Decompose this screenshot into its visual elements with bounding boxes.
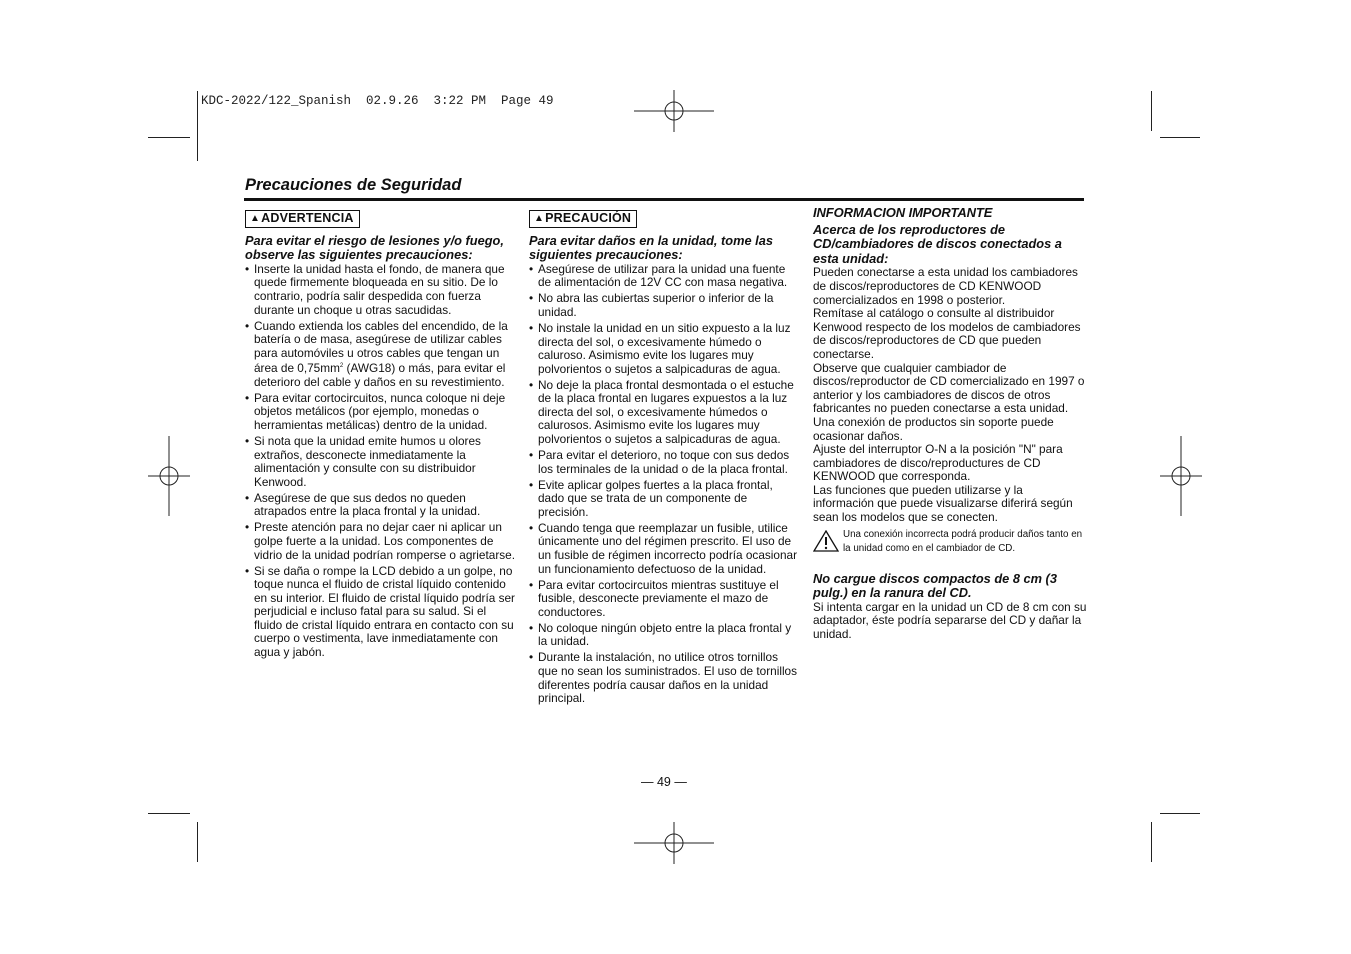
list-item: • No instale la unidad en un sitio expuesto a la luz directa del sol, o excesivamente húmedo o caluroso. Asimismo evite los lugares muy polvorientos o sujetos a salpicaduras de agua. xyxy=(529,322,799,376)
paragraph: Remítase al catálogo o consulte al distribuidor Kenwood respecto de los modelos de cambiadores de discos/reproductores de CD que pueden conectarse. xyxy=(813,306,1081,361)
paragraph: Las funciones que pueden utilizarse y la información que puede visualizarse diferirá según sean los modelos que se conecten. xyxy=(813,482,1073,525)
list-item: • No abra las cubiertas superior o inferior de la unidad. xyxy=(529,292,799,319)
note-text: Una conexión incorrecta podrá producir daños tanto en la unidad como en el cambiador de CD. xyxy=(843,528,1083,554)
info-column xyxy=(813,206,1087,642)
title-rule xyxy=(244,198,1084,201)
list-item: • Para evitar el deterioro, no toque con sus dedos los terminales de la unidad o de la placa frontal. xyxy=(529,449,799,476)
crop-mark xyxy=(1151,91,1152,131)
caution-list xyxy=(529,263,799,706)
crop-mark xyxy=(1160,137,1200,138)
list-item: • Evite aplicar golpes fuertes a la placa frontal, dado que se trata de un componente de precisión. xyxy=(529,479,799,520)
list-item: • Durante la instalación, no utilice otros tornillos que no sean los suministrados. El uso de tornillos diferentes podría causar daños en la unidad principal. xyxy=(529,651,799,705)
registration-mark-icon xyxy=(1160,436,1202,516)
page-title: Precauciones de Seguridad xyxy=(245,176,462,194)
caution-triangle-icon xyxy=(813,528,843,556)
list-item: • Para evitar cortocircuitos, nunca coloque ni deje objetos metálicos (por ejemplo, monedas o herramientas metálicas) dentro de la unidad. xyxy=(245,392,517,433)
caution-column xyxy=(529,206,799,708)
list-item: • No coloque ningún objeto entre la placa frontal y la unidad. xyxy=(529,622,799,649)
list-item-text: Cuando extienda los cables del encendido, de la batería o de masa, asegúrese de utilizar cables para automóviles u otros cables que tengan un área de 0,75mm xyxy=(254,318,508,376)
paragraph: Pueden conectarse a esta unidad los cambiadores de discos/reproductores de CD KENWOOD comercializados en 1998 o posterior. xyxy=(813,265,1078,307)
crop-mark xyxy=(148,137,190,138)
warning-column xyxy=(245,206,517,662)
crop-mark xyxy=(1160,813,1200,814)
list-item xyxy=(245,320,517,390)
registration-mark-icon xyxy=(634,822,714,864)
paragraph: Si intenta cargar en la unidad un CD de 8 cm con su adaptador, éste podría separarse del CD y dañar la unidad. xyxy=(813,599,1087,642)
warning-badge-label: ADVERTENCIA xyxy=(261,211,354,225)
caution-note xyxy=(813,528,1087,556)
superscript: 2 xyxy=(339,363,344,370)
cd-heading: No cargue discos compactos de 8 cm (3 pulg.) en la ranura del CD. xyxy=(813,570,1057,601)
warning-badge xyxy=(245,210,360,228)
list-item: • Para evitar cortocircuitos mientras sustituye el fusible, desconecte previamente el mazo de conductores. xyxy=(529,579,799,620)
page-number: — 49 — xyxy=(641,775,687,789)
print-slug: KDC-2022/122_Spanish 02.9.26 3:22 PM Page 49 xyxy=(201,94,554,108)
list-item: • Si nota que la unidad emite humos u olores extraños, desconecte inmediatamente la alimentación y consulte con su distribuidor Kenwood. xyxy=(245,435,517,489)
caution-badge-label: PRECAUCIÓN xyxy=(545,211,632,225)
paragraph: Observe que cualquier cambiador de discos/reproductor de CD comercializado en 1997 o anterior y los cambiadores de discos de otros fabricantes no pueden conectarse a esta unidad. xyxy=(813,360,1085,416)
crop-mark xyxy=(197,91,198,161)
list-item-text: (AWG18) o más, para evitar el deterioro del cable y daños en su revestimiento. xyxy=(254,361,506,389)
crop-mark xyxy=(1151,822,1152,862)
paragraph: Ajuste del interruptor O-N a la posición "N" para cambiadores de disco/reproductures de CD KENWOOD que corresponda. xyxy=(813,442,1063,484)
list-item: • Si se daña o rompe la LCD debido a un golpe, no toque nunca el fluido de cristal líquido contenido en su interior. El fluido de cristal líquido podría ser perjudicial e incluso fatal para su salud. Si el fluido de cristal líquido entrara en contacto con su cuerpo o vestimenta, lave inmediatamente con agua y jabón. xyxy=(245,565,517,660)
warning-triangle-icon: ▲ xyxy=(534,213,545,224)
warning-heading: Para evitar el riesgo de lesiones y/o fuego, observe las siguientes precauciones: xyxy=(245,232,504,263)
crop-mark xyxy=(148,813,190,814)
list-item: • Asegúrese de que sus dedos no queden atrapados entre la placa frontal y la unidad. xyxy=(245,492,517,519)
list-item: • Inserte la unidad hasta el fondo, de manera que quede firmemente bloqueada en su sitio. De lo contrario, podría salir despedida con fuerza durante un choque u otras sacudidas. xyxy=(245,263,517,317)
caution-heading: Para evitar daños en la unidad, tome las siguientes precauciones: xyxy=(529,232,773,263)
sub-heading: Acerca de los reproductores de CD/cambiadores de discos conectados a esta unidad: xyxy=(813,221,1062,266)
warning-triangle-icon: ▲ xyxy=(250,213,261,224)
registration-mark-icon xyxy=(634,90,714,132)
crop-mark xyxy=(197,822,198,862)
section-title: INFORMACION IMPORTANTE xyxy=(813,205,993,220)
caution-badge xyxy=(529,210,637,228)
list-item: • Asegúrese de utilizar para la unidad una fuente de alimentación de 12V CC con masa negativa. xyxy=(529,263,799,290)
list-item: • Cuando tenga que reemplazar un fusible, utilice únicamente uno del régimen prescrito. El uso de un fusible de régimen incorrecto podría ocasionar un funcionamiento defectuoso de la unidad. xyxy=(529,522,799,576)
warning-list xyxy=(245,263,517,660)
registration-mark-icon xyxy=(148,436,190,516)
list-item: • Preste atención para no dejar caer ni aplicar un golpe fuerte a la unidad. Los componentes de vidrio de la unidad podrían romperse o agrietarse. xyxy=(245,521,517,562)
paragraph: Una conexión de productos sin soporte puede ocasionar daños. xyxy=(813,414,1054,443)
list-item: • No deje la placa frontal desmontada o el estuche de la placa frontal en lugares expuestos a la luz directa del sol, o excesivamente húmedos o calurosos. Asimismo evite los lugares muy polvorientos o sujetos a salpicaduras de agua. xyxy=(529,379,799,447)
